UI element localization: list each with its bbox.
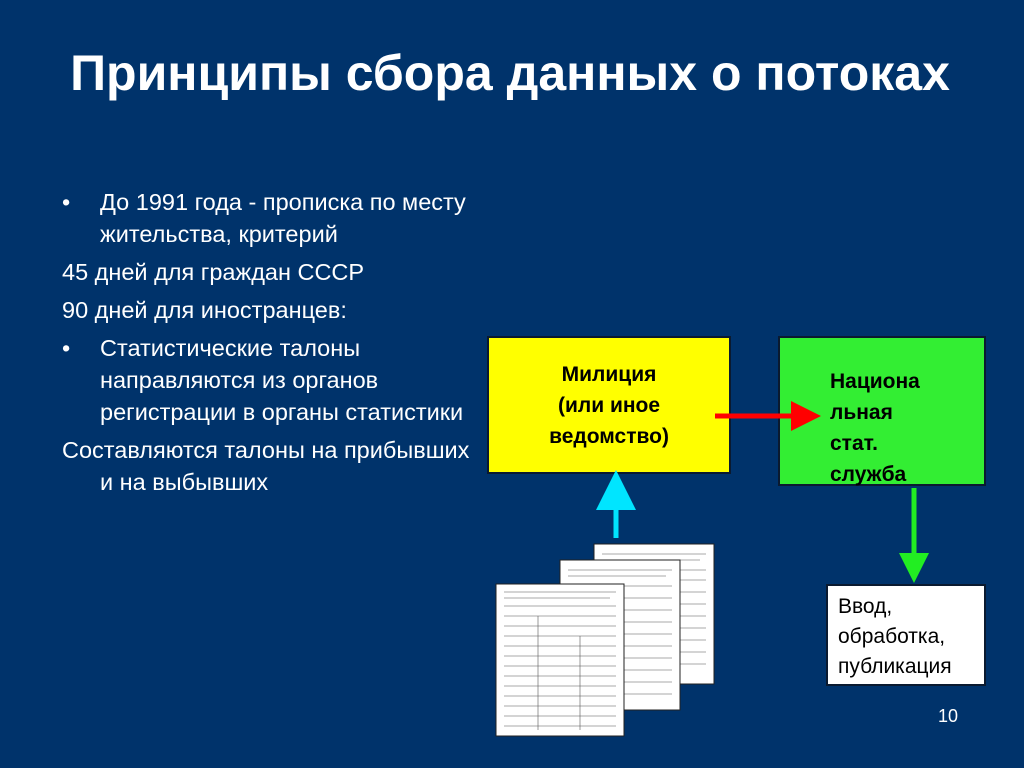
page-number: 10 <box>938 706 959 726</box>
police-box-line: Милиция <box>561 362 657 386</box>
stat-box-line: Национа <box>830 370 920 393</box>
form-page-front <box>496 584 624 736</box>
bullet-marker: • <box>62 335 71 361</box>
police-box-line: (или иное <box>557 393 661 417</box>
police-box-line: ведомство) <box>549 424 669 448</box>
text-line: 45 дней для граждан СССР <box>62 259 365 285</box>
stat-box-line: служба <box>830 463 907 486</box>
stat-box-line: льная <box>830 401 893 424</box>
text-line: Составляются талоны на прибывших и на выбывших <box>62 437 470 495</box>
bullet-text: До 1991 года - прописка по месту жительства, критерий <box>100 189 466 247</box>
output-box-line: публикация <box>838 655 952 678</box>
text-line: 90 дней для иностранцев: <box>62 297 347 323</box>
stat-box-line: стат. <box>830 432 878 455</box>
output-box-line: обработка, <box>838 625 946 648</box>
output-box-line: Ввод, <box>838 595 893 618</box>
bullet-text: Статистические талоны направляются из органов регистрации в органы статистики <box>100 335 464 425</box>
slide-title: Принципы сбора данных о потоках <box>70 45 950 101</box>
form-stack-illustration <box>490 540 720 740</box>
bullet-marker: • <box>62 189 71 215</box>
